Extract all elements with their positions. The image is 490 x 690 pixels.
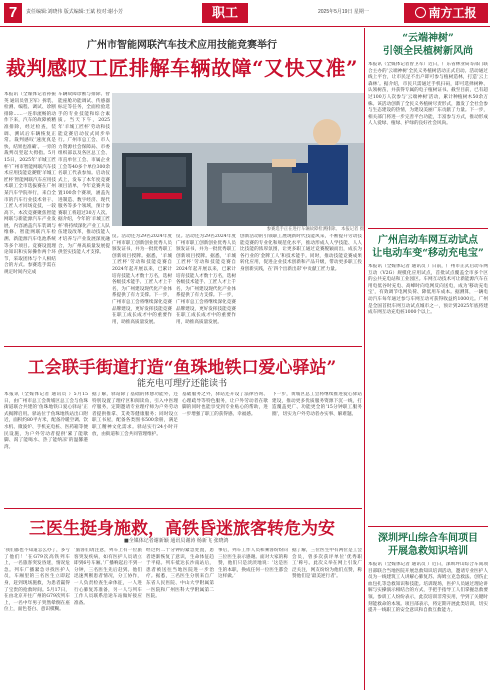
article2-col4: 下一步，黄埔区总工会将继续推进爱心驿站建设，推动更多优质服务资源下沉一线，打造覆盖更广、功能更全的‘15分钟职工服务圈’，切实为户外劳动者办实事、解难题。	[272, 392, 362, 417]
article1-photo	[112, 93, 364, 226]
article3-col3: 经过约二十分钟的紧急处置，患者逐渐恢复了意识，生命体征趋于平稳。列车抵达长沙南站后，患者被送往当地医院进一步治疗。据悉，三名医生分别来自广东省人民医院、中山大学附属第一医院和广州医科大学附属第二医院。	[146, 548, 214, 600]
article2-col3: 基础服务之外，驿站还开设了法律咨询、心理疏导等特色服务，让户外劳动者在歇脚的同时也能享受到专业贴心的帮助，进一步增强了职工的获得感、幸福感。	[182, 392, 268, 417]
article1-photo-caption: 参赛选手正在进行车辆故障检测排除。 本报记者 摄	[266, 227, 364, 232]
article2-col1: 本报讯（全媒体记者 通讯员 ）5月15日，由广州市总工会黄埔区总工会与鱼珠街道联合共建的‘鱼珠地铁口爱心驿站’正式揭牌启用。驿站位于鱼珠地铁站出口附近，面积约80平方米，配备冷暖空调、饮水机、微波炉、手机充电桩、医药箱等便民设施，为户外劳动者提供‘累了能歇脚、渴了能喝水、热了能纳凉’的温馨港湾。	[4, 392, 88, 450]
issue-date: 2025年5月19日 星期一	[318, 9, 369, 15]
brand-name: 南方工报	[428, 6, 477, 20]
sidebar-article2-headline: 广州启动车网互动试点 让电动车变“移动充电宝”	[372, 235, 484, 259]
sidebar-separator	[368, 526, 488, 527]
article2-col2: 据了解，驿站除了基础的休憩功能外，还特别设置了理疗区和阅读角，引入中医理疗服务，定期邀请专业理疗师为户外劳动者提供推拿、艾灸等健康服务；同时设立职工书屋，配备各类图书500余册，满足职工精神文化需求。驿站实行24小时开放，由街道和工会共同管理维护。	[92, 392, 178, 437]
article-separator	[4, 346, 362, 347]
column-divider	[364, 28, 365, 690]
sidebar-article2-body: 本报讯（全媒体记者 通讯员 ）日前，广州市正式启动车网互动（V2G）规模化应用试点，首批试点覆盖全市多个区的公共充电站和工业园区。车网互动技术可让新能源汽车在用电低谷时充电、高峰时向电网反向送电，成为‘移动充电宝’，有效调节电网负荷、降低用车成本。据测算，一辆电动汽车每年通过参与车网互动可获得收益约1000元。广州是全国首批车网互动试点城市之一，预计到2025年底将建成车网互动充电桩1000个以上。	[368, 264, 488, 316]
sidebar-article3-headline: 深圳坪山综合车间项目 开展急救知识培训	[378, 533, 478, 557]
sidebar-article3-body: 本报讯（全媒体记者 通讯员 ）近日，深圳坪山综合车间项目部联合当地医院开展急救知识培训活动，邀请专业医护人员为一线建筑工人讲解心肺复苏、海姆立克急救法、创伤止血包扎等急救知识和技能。培训现场，医护人员通过理论讲解与实操演示相结合的方式，手把手指导工人们掌握急救要领。参训工人纷纷表示，此次培训非常实用，学到了关键时刻能救命的本领。项目部表示，将定期开展此类培训，切实提升一线职工的安全意识和自救互救能力。	[368, 562, 488, 614]
article2-headline: 工会联手街道打造“鱼珠地铁口爱心驿站”	[27, 358, 337, 378]
article1-col3: 仪。活动还为29名2024年度广州市职工创新创业优秀人员颁发证书，并为一批优秀职工创新项目授牌。据悉，‘羊城工匠杯’劳动和技能竞赛自2024年起开展以来，已累计培育技能人才数十万名，选树各级技术能手、工匠人才上千名，为广州建设现代化产业体系提供了有力支撑。下一步，广州市总工会将继续深化竞赛品牌建设，更好发挥技能竞赛在职工成长成才中的重要作用，助推高质量发展。	[112, 234, 172, 325]
brand-logo	[404, 3, 488, 23]
editor-meta: 责任编辑:刘晓伟 版式编辑:王斌 校对:谢小芳	[26, 9, 123, 15]
article3-col4: 事后，列车工作人员和乘客纷纷向三位医生表示感谢。面对大家的称赞，他们只是淡淡地说：‘这是医生的本职，换成任何一位医生都会这样做。’	[218, 548, 288, 580]
brand-icon	[415, 7, 426, 18]
article2-subhead: 能充电可理疗还能读书	[136, 379, 227, 389]
article1-col1: 本报讯（全媒体记者孙振英 通讯员曾卫军）拆装、检测、编程、调试、诊断排除……一连串流畅的动作下来，汽车的故障被精准排除，经过检查，装调、测试后车辆恢复正常。裁判感叹‘速度真是快，结果也准确’。一旁的裁判员竖起大拇指。5月15日，2025年‘羊城工匠杯’广州市智能网联汽车技术应用技能竞赛暨‘羊城工匠杯’智能网联汽车应用技术职工全市选拔赛在广州某汽车学院举行，来自全市的汽车行业技术骨干、工匠人才同场竞技，一较高下。本次竞赛聚焦智能网联与新能源汽车产业发展，内容涵盖汽车装调与维修、智能网联汽车检测、新能源汽车电池系统等多个项目。竞赛设置理论知识和实际操作两个环节，采取团体与个人相结合的方式。参赛选手需在规定时间内完成	[4, 92, 56, 276]
article1-headline: 裁判感叹工匠排解车辆故障“又快又准”	[5, 56, 358, 80]
page-number: 7	[4, 3, 22, 23]
article1-kicker: 广州市智能网联汽车技术应用技能竞赛举行	[87, 40, 277, 51]
sidebar-article1-headline: “云端神树” 引领全民植树新风尚	[383, 33, 473, 57]
article1-col2: 车辆故障诊断与排除、智能座舱功能调试、传感器标定等任务，全面检验选手的专业技能和综合素质。当天下午，2025年‘羊城工匠杯’劳动和技能竞赛启动仪式同步举行。广州市总工会、市人力资源社会保障局、市委组织部以及各区总工会、市直单位工会、市属企业工会等40多个单位300余名职工代表参加。启动仪式上，发布了本年度竞赛项目清单，今年竞赛共设置100余个赛项，涵盖先进制造、数字经济、现代服务等多个领域，预计参赛职工将超过30万人次。据介绍，今年的‘羊城工匠杯’将持续深化产业工人队伍建设改革，推动技能人才培养与产业发展深度融合，为广州高质量发展提供坚实技能人才支撑。	[58, 92, 110, 256]
article3-headline: 三医生挺身施救，高铁昏迷旅客转危为安	[29, 519, 335, 539]
article3-col1: ‘我们都也不知道怎么办了，多亏了他们！’在G79次高铁列车上，一名旅客突发昏迷，情况危急。列车广播紧急寻找医护人员，车厢里的三名医生立即起身，赶到现场施救，为患者赢得了宝贵的抢救时间。5月17日，在由北京开往广州的G79次列车上，一名中年男子突然晕倒在座位上，面色苍白、意识模糊。	[4, 548, 70, 613]
article3-col5: 据了解，三位医生中有两位是工会会员，曾多次获评单位‘优秀职工’称号。此次义举在网上引发广泛关注，网友纷纷为他们点赞，称赞他们是‘最美逆行者’。	[292, 548, 362, 580]
sidebar-separator	[368, 228, 488, 229]
header-rule	[0, 26, 490, 27]
article-separator	[4, 508, 362, 509]
article3-byline: ■全媒体记者谢新颖 通讯员谢涛 杨新飞 张晓鸿	[124, 538, 229, 544]
article1-col3b: 仪。活动还为29名2024年度广州市职工创新创业优秀人员颁发证书，并为一批优秀职工创新项目授牌。据悉，‘羊城工匠杯’劳动和技能竞赛自2024年起开展以来，已累计培育技能人才数十万名，选树各级技术能手、工匠人才上千名，为广州建设现代化产业体系提供了有力支撑。下一步，广州市总工会将继续深化竞赛品牌建设，更好发挥技能竞赛在职工成长成才中的重要作用，助推高质量发展。	[176, 234, 236, 325]
sidebar-article1-body: 本报讯（全媒体记者曾卫军）近日，广东省林业局等部门联合主办的‘云端神树’全民义务植树活动正式启动。活动通过线上平台，让市民足不出户即可参与植树造林，打造‘云上森林’。据介绍，市民只需通过手机扫码，即可选择树种、认领树苗，并获得专属的电子植树证书。截至目前，已有超过100万人次参与‘云端神树’活动，累计种植树木50余万株。该活动创新了全民义务植树尽责形式，激发了全社会参与生态建设的热情，为建设美丽广东贡献了力量。下一步，相关部门将进一步完善平台功能，丰富参与方式，推动形成人人爱绿、植绿、护绿的良好社会风尚。	[368, 62, 488, 127]
article3-col2: ‘旅客们请注意，列车上有一位旅客突发疾病，如有医护人员请立即到6号车厢。’广播响起后不到一分钟，三名医生先后赶到。他们迅速判断患者情况，分工协作，一人负责检查生命体征，一人进行心肺复苏准备，另一人与列车工作人员联系沿途车站做好接应准备。	[74, 548, 142, 606]
section-label: 职工	[202, 3, 248, 23]
article1-col4: 创新活动的引领职工展现新时代技能风采，不断提升劳动技能竞赛的专业化和规范化水平，推动形成人人学技能、人人比技能的浓厚氛围，让更多职工通过竞赛脱颖而出，成长为各行业的‘金牌工人’和技术能手。同时，推动技能竞赛成果转化应用，促进企业技术创新和产品升级，带动更多职工投身创新实践，在‘四个出新出彩’中贡献工匠力量。	[240, 234, 362, 272]
